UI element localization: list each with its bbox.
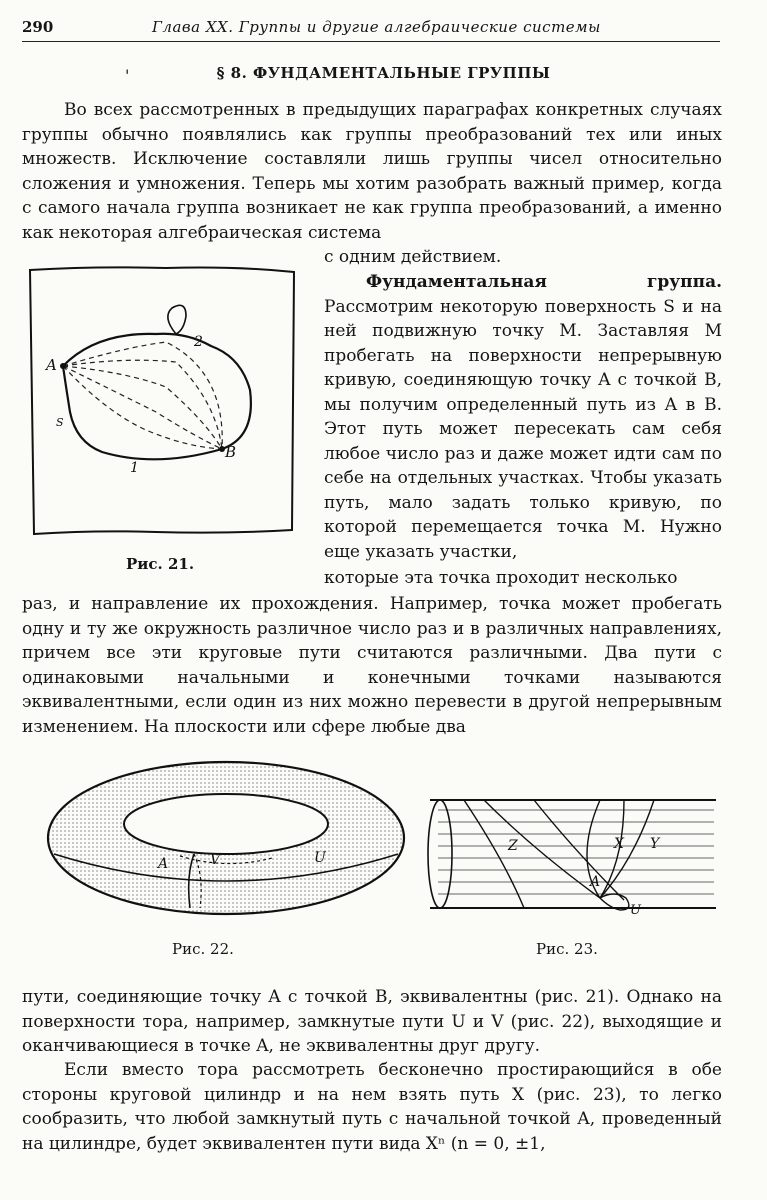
fig21-label-s: S xyxy=(56,416,64,429)
fig22-label-u: U xyxy=(314,850,326,866)
fig21-caption: Рис. 21. xyxy=(126,555,195,573)
fig21-sheet-outline xyxy=(30,267,294,534)
fig22-label-a: A xyxy=(158,856,169,872)
stray-mark: ' xyxy=(125,66,130,85)
fig22-label-v: V xyxy=(210,852,221,868)
fig21-point-a xyxy=(60,363,66,369)
side-text-last: которые эта точка проходит несколько xyxy=(324,568,678,588)
side-text: Рассмотрим некоторую поверхность S и на ней подвижную точку M. Заставляя M пробегать на поверхности непрерывную кривую, соединяющую точку A с точкой B, мы получим определенный путь из A в B. Этот путь может пересекать сам себя любое число раз и даже может идти сам по себе на отдельных участках. Чтобы указать путь, мало задать только кривую, по которой перемещается точка M. Нужно еще указать участки, xyxy=(324,296,722,562)
fig23-label-z: Z xyxy=(508,838,518,854)
fig23-label-y: Y xyxy=(650,836,660,852)
fig21-label-2: 2 xyxy=(194,334,203,350)
fig21-label-b: B xyxy=(225,443,237,461)
fig21-dashed-paths xyxy=(63,342,222,449)
figure-23 xyxy=(424,790,722,918)
fig22-caption: Рис. 22. xyxy=(172,940,234,958)
full-paragraph-1: раз, и направление их прохождения. Например, точка может пробегать одну и ту же окружность различное число раз и в различных направлениях, причем все эти круговые пути считаются различными. Два пути с одинаковыми начальными и конечными точками называются эквивалентными, если один из них можно перевести в другой непрерывным изменением. На плоскости или сфере любые два xyxy=(22,594,722,737)
intro-text: Во всех рассмотренных в предыдущих параграфах конкретных случаях группы обычно появлялись как группы преобразований тех или иных множеств. Исключение составляли лишь группы чисел относительно сложения и умножения. Теперь мы хотим разобрать важный пример, когда с самого начала группа возникает не как группа преобразований, а именно как некоторая алгебраическая система xyxy=(22,100,722,243)
page-number: 290 xyxy=(22,18,54,36)
intro-paragraph xyxy=(22,98,722,245)
figure-21 xyxy=(26,262,298,540)
cylinder-paths xyxy=(464,800,654,908)
figure-22 xyxy=(44,758,408,922)
fig21-label-a: A xyxy=(46,356,57,374)
side-paragraph xyxy=(324,270,722,564)
fig23-label-a: A xyxy=(590,874,601,890)
section-title: § 8. ФУНДАМЕНТАЛЬНЫЕ ГРУППЫ xyxy=(216,64,551,82)
full-paragraph-2: пути, соединяющие точку A с точкой B, эквивалентны (рис. 21). Однако на поверхности тора, например, замкнутые пути U и V (рис. 22), выходящие и оканчивающиеся в точке A, не эквивалентны друг другу. xyxy=(22,987,722,1056)
fig23-label-x: X xyxy=(614,836,624,852)
intro-tail: с одним действием. xyxy=(324,247,502,267)
torus-hole xyxy=(124,794,328,854)
running-title: Глава XX. Группы и другие алгебраические системы xyxy=(152,18,601,36)
fig23-label-u: U xyxy=(630,903,641,918)
header-rule xyxy=(22,41,720,42)
subsection-heading: Фундаментальная группа. xyxy=(366,272,722,292)
cylinder-left-end xyxy=(428,800,452,908)
full-paragraph-3: Если вместо тора рассмотреть бесконечно простирающийся в обе стороны круговой цилиндр и на нем взять путь X (рис. 23), то легко сообразить, что любой замкнутый путь с начальной точкой A, проведенный на цилиндре, будет эквивалентен пути вида Xⁿ (n = 0, ±1, xyxy=(22,1060,722,1154)
fig21-label-1: 1 xyxy=(130,460,139,476)
page-header xyxy=(22,10,722,42)
fig21-loop xyxy=(168,305,186,334)
fig23-caption: Рис. 23. xyxy=(536,940,598,958)
